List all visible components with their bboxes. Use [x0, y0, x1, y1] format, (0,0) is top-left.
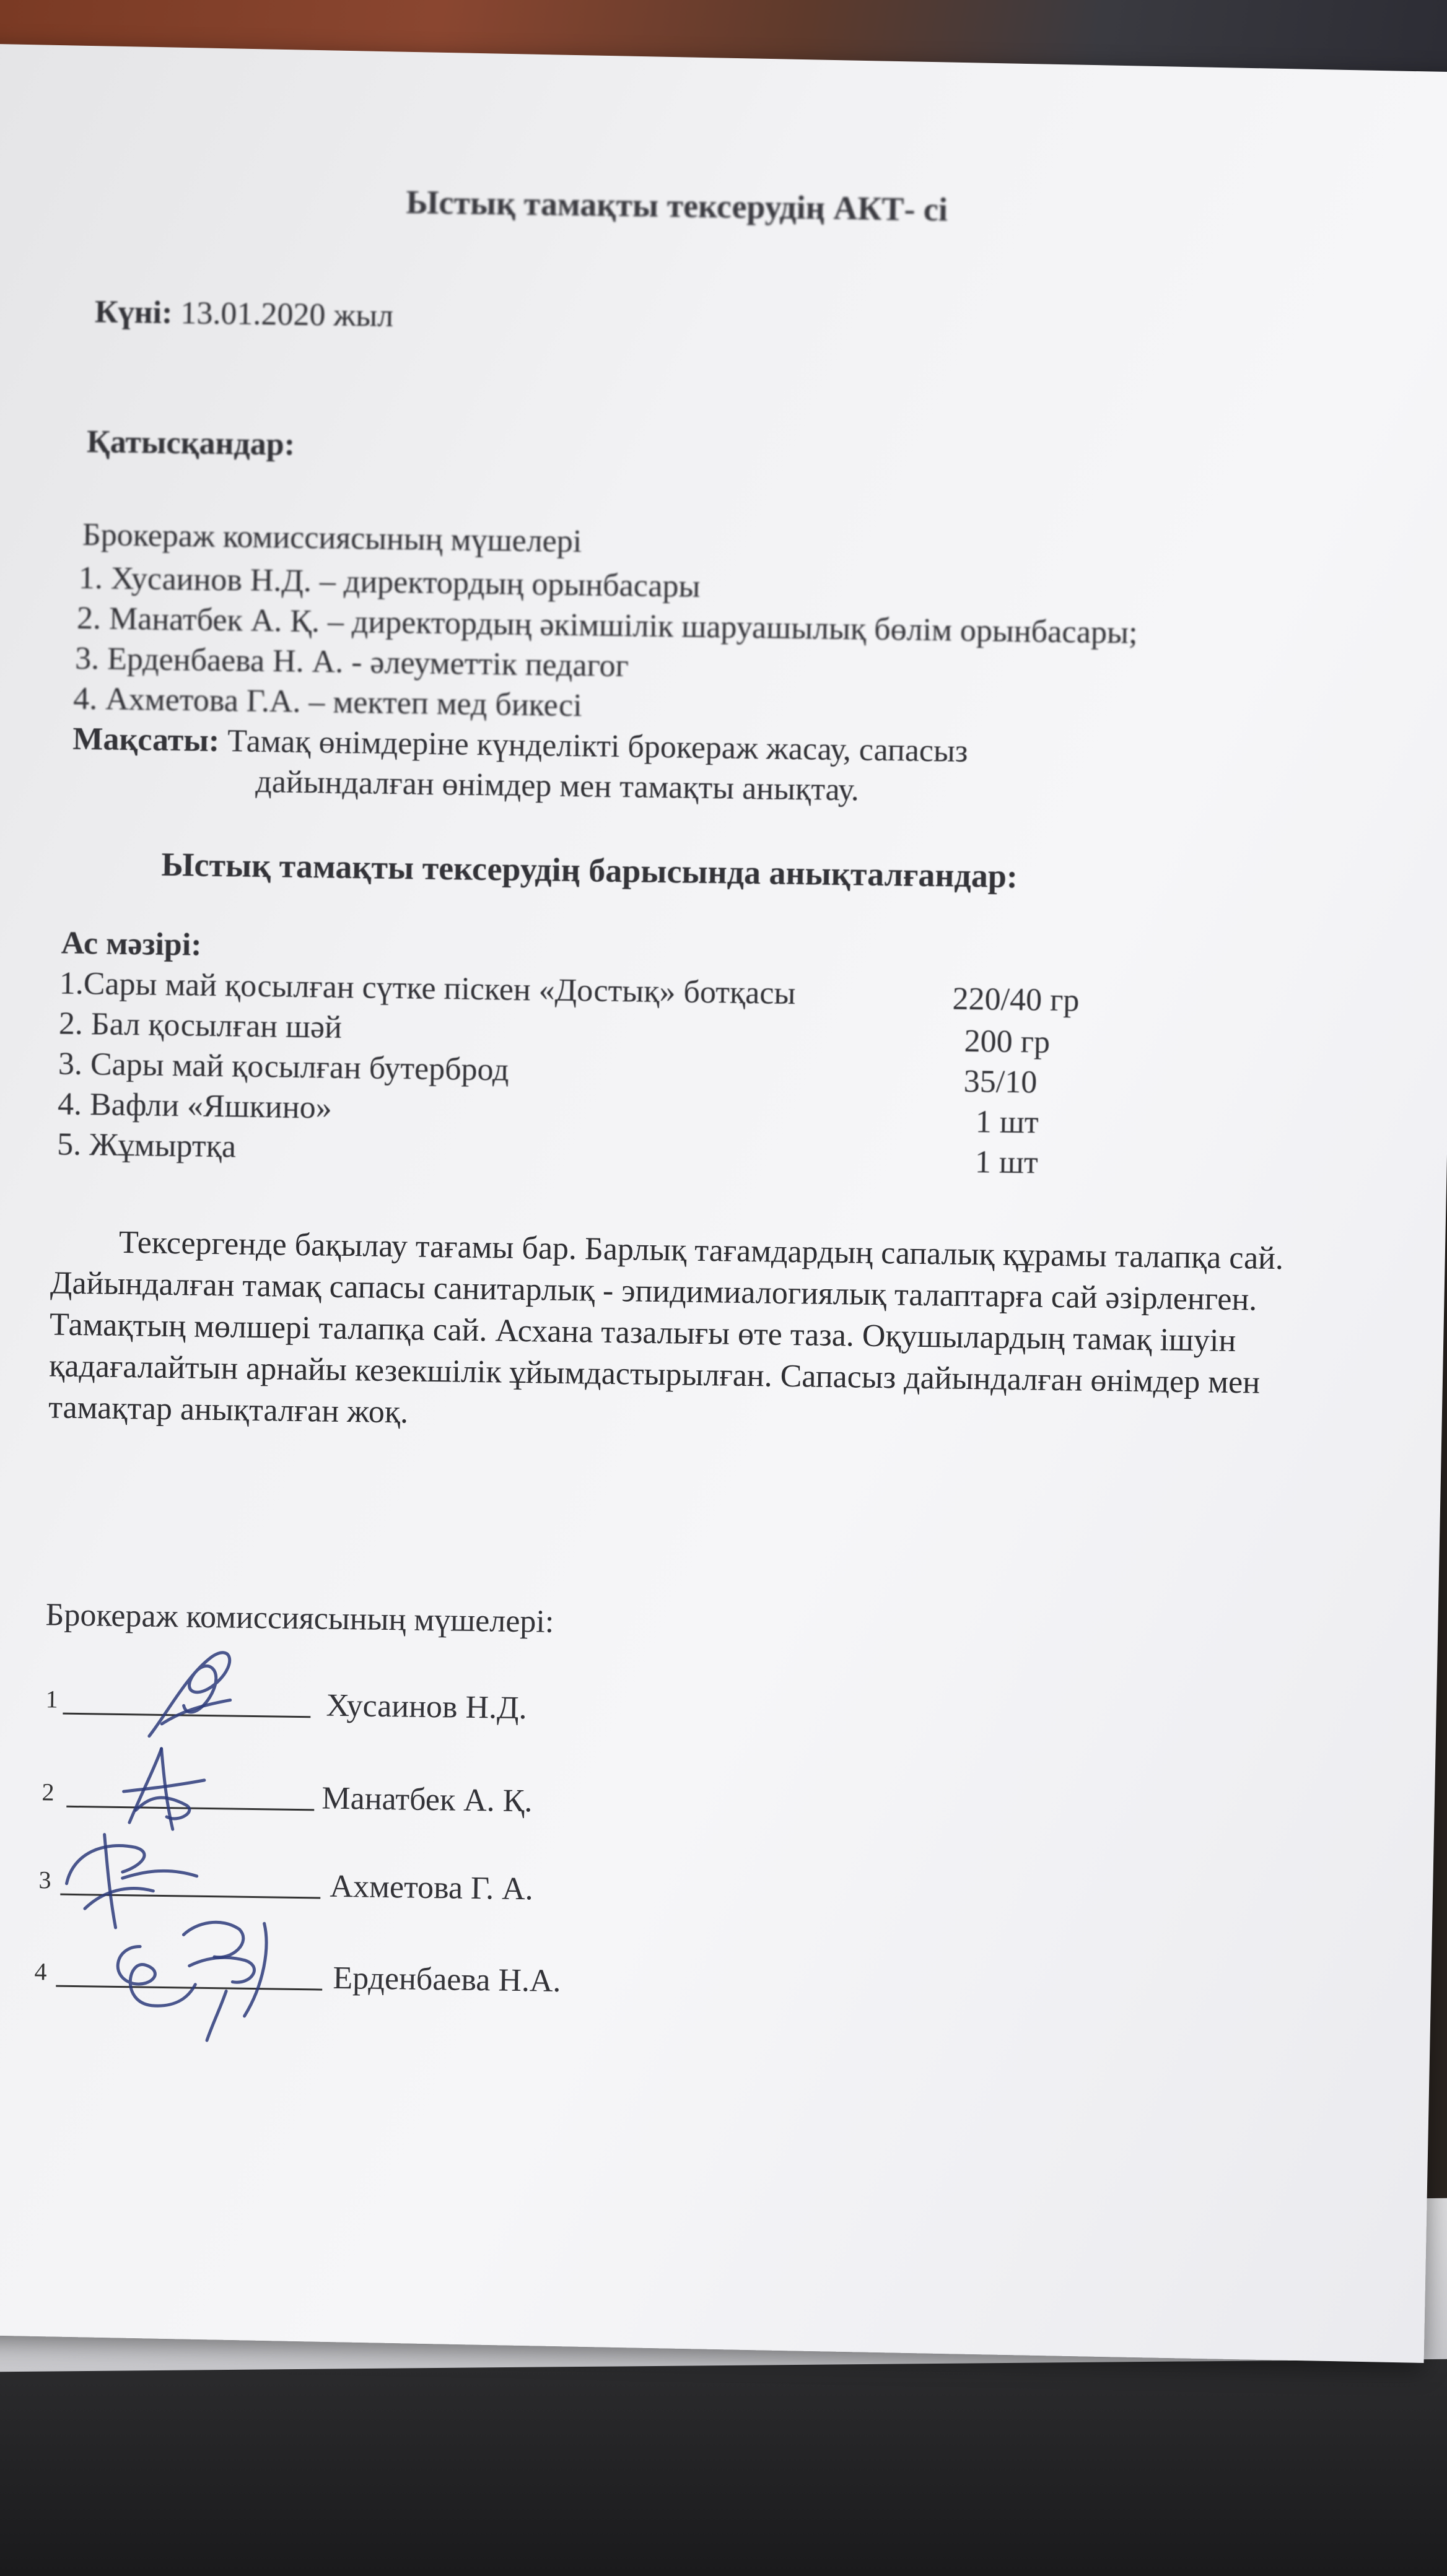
date-line [95, 292, 394, 336]
member-3: 3. Ерденбаева Н. А. - әлеуметтік педагог [74, 640, 629, 684]
findings-paragraph: Тексергенде бақылау тағамы бар. Барлық тағамдардың сапалық құрамы талапқа сай. Дайындалған тамақ сапасы санитарлық - эпидимиалогиялық талаптарға сай әзірленген. Тамақтың мөлшері талапқа сай. Асхана тазалығы өте таза. Оқушылардың тамақ ішуін қадағалайтын арнайы кезекшілік ұйымдастырылған. Сапасыз дайындалған өнімдер мен тамақтар анықталған жоқ. [48, 1224, 1284, 1430]
menu-amount-2: 200 гр [964, 1023, 1051, 1060]
date-label: Күні: [94, 294, 173, 331]
purpose-text-1: Тамақ өнімдеріне күнделікті брокераж жасау, сапасыз [227, 723, 968, 769]
participants-label: Қатысқандар: [86, 424, 295, 463]
signature-name-4: Ерденбаева Н.А. [333, 1960, 561, 1999]
signature-name-1: Хусаинов Н.Д. [326, 1687, 527, 1726]
signature-number-3: 3 [38, 1866, 51, 1894]
purpose-text-2: дайындалған өнімдер мен тамақты анықтау. [255, 764, 860, 808]
purpose-line [72, 720, 968, 772]
signature-name-2: Манатбек А. Қ. [321, 1780, 533, 1819]
menu-amount-3: 35/10 [963, 1063, 1038, 1100]
menu-amount-1: 220/40 гр [952, 981, 1080, 1019]
signature-number-2: 2 [42, 1778, 55, 1806]
menu-item-5: 5. Жұмыртқа [56, 1126, 237, 1165]
signatures-heading: Брокераж комиссиясының мүшелері: [45, 1597, 554, 1640]
purpose-label: Мақсаты: [72, 721, 220, 759]
signature-4 [95, 1896, 295, 2047]
menu-item-4: 4. Вафли «Яшкино» [57, 1086, 333, 1126]
menu-item-1: 1.Сары май қосылған сүтке піскен «Достық» ботқасы [59, 965, 796, 1012]
findings-heading: Ыстық тамақты тексерудің барысында анықталғандар: [161, 845, 1018, 895]
menu-label: Ас мәзірі: [61, 925, 202, 963]
menu-item-2: 2. Бал қосылған шәй [58, 1006, 343, 1045]
commission-heading: Брокераж комиссиясының мүшелері [82, 516, 582, 560]
member-2: 2. Манатбек А. Қ. – директордың әкімшілік шаруашылық бөлім орынбасары; [76, 600, 1138, 651]
signature-name-3: Ахметова Г. А. [330, 1868, 534, 1907]
member-1: 1. Хусаинов Н.Д. – директордың орынбасары [78, 560, 701, 604]
signature-number-4: 4 [34, 1957, 47, 1986]
member-4: 4. Ахметова Г.А. – мектеп мед бикесі [72, 681, 582, 724]
menu-item-3: 3. Сары май қосылған бутерброд [58, 1046, 509, 1088]
signature-number-1: 1 [45, 1685, 59, 1713]
document-title: Ыстық тамақты тексерудің АКТ- сі [406, 183, 948, 228]
date-value: 13.01.2020 жыл [180, 295, 394, 334]
menu-amount-4: 1 шт [975, 1104, 1039, 1141]
menu-amount-5: 1 шт [974, 1144, 1039, 1181]
